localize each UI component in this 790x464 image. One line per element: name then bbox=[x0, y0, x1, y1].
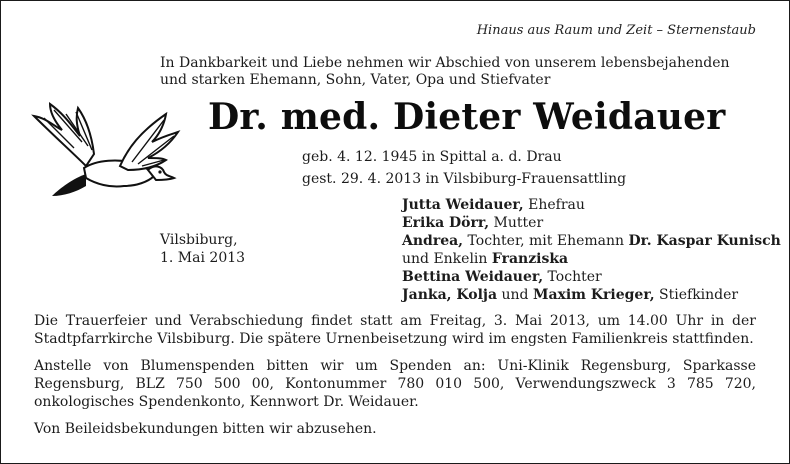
birth-date: geb. 4. 12. 1945 in Spittal a. d. Drau bbox=[302, 149, 562, 165]
deceased-name: Dr. med. Dieter Weidauer bbox=[208, 96, 726, 138]
mourner-line: Andrea, Tochter, mit Ehemann Dr. Kaspar Kunisch bbox=[402, 233, 781, 249]
mourner-line: Jutta Weidauer, Ehefrau bbox=[402, 197, 585, 213]
place-city: Vilsbiburg, bbox=[160, 232, 238, 248]
place-date bbox=[160, 231, 245, 267]
condolence-paragraph: Von Beileidsbekundungen bitten wir abzusehen. bbox=[34, 421, 377, 437]
mourners-list bbox=[402, 196, 781, 304]
mourner-line: und Enkelin Franziska bbox=[402, 251, 569, 267]
intro-text: In Dankbarkeit und Liebe nehmen wir Abschied von unserem lebensbejahenden und starken Ehemann, Sohn, Vater, Opa und Stiefvater bbox=[160, 55, 730, 88]
mourner-line: Bettina Weidauer, Tochter bbox=[402, 269, 602, 285]
motto: Hinaus aus Raum und Zeit – Sternenstaub bbox=[476, 23, 756, 38]
place-dateline: 1. Mai 2013 bbox=[160, 250, 246, 266]
dove-icon bbox=[24, 96, 184, 206]
mourner-line: Erika Dörr, Mutter bbox=[402, 215, 544, 231]
death-date: gest. 29. 4. 2013 in Vilsbiburg-Frauensattling bbox=[302, 171, 627, 187]
funeral-paragraph: Die Trauerfeier und Verabschiedung findet statt am Freitag, 3. Mai 2013, um 14.00 Uhr in der Stadtpfarrkirche Vilsbiburg. Die spätere Urnenbeisetzung wird im engsten Familienkreis stattfinden. bbox=[34, 313, 756, 347]
life-dates bbox=[302, 146, 626, 190]
mourner-line: Janka, Kolja und Maxim Krieger, Stiefkinder bbox=[402, 287, 739, 303]
donation-paragraph: Anstelle von Blumenspenden bitten wir um Spenden an: Uni-Klinik Regensburg, Sparkasse Regensburg, BLZ 750 500 00, Kontonummer 780 010 500, Verwendungszweck 3 785 720, onkologisches Spendenkonto, Kennwort Dr. Weidauer. bbox=[34, 358, 756, 410]
